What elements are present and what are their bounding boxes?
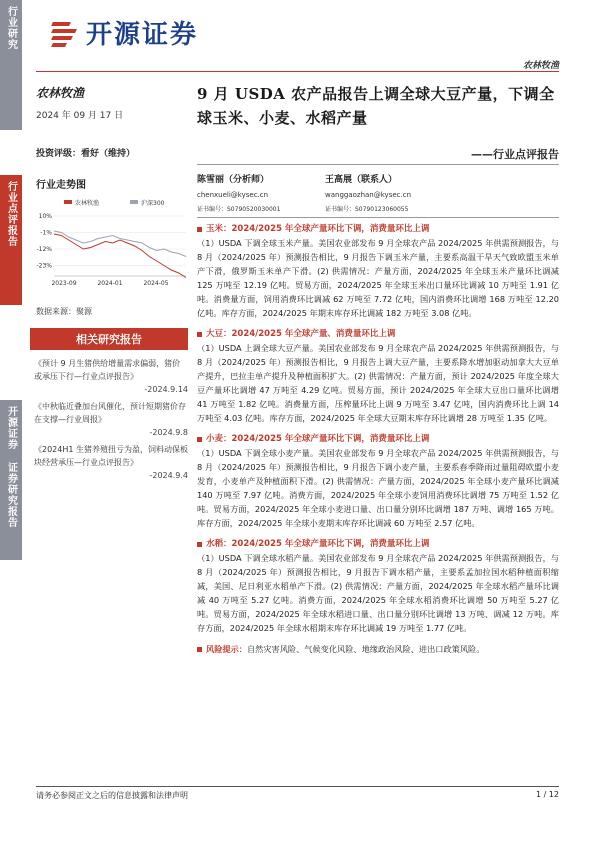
legend-swatch — [64, 200, 72, 204]
analyst-divider — [197, 217, 559, 218]
section-heading: 水稻：2024/2025 年全球产量环比下调，消费量环比上调 — [197, 537, 559, 551]
analyst-email[interactable]: wanggaozhan@kysec.cn — [325, 191, 412, 199]
x-tick-label: 2023-09 — [51, 280, 77, 287]
footer — [36, 790, 559, 801]
section-wheat — [197, 432, 559, 530]
legend-swatch — [130, 200, 138, 204]
section-text: （1）USDA 上调全球大豆产量。美国农业部发布 9 月全球农产品 2024/2025 年供需预测报告，与 8 月（2024/2025 年）预测报告相比，9 月报告上调大豆产量，主要系降水增加驱动加拿大大豆单产提升，巴拉圭单产提升及种植面积扩大。(2) 供需情况：产量方面，预计 2024/2025 年度全球大豆产量环比调增 47 万吨至 4.29 亿吨。贸易方面，预计 2024/2025 年全球大豆出口量环比调增 41 万吨至 1.82 亿吨。消费量方面，压榨量环比上调 9 万吨至 3.47 亿吨，国内消费环比上调 14 万吨至 4.03 亿吨。库存方面，2024/2025 年全球大豆期末库存环比调增 28 万吨至 1.35 亿吨。 — [197, 343, 559, 423]
section-soybean — [197, 327, 559, 425]
analyst-cert: 证书编号：S0790520030001 — [197, 206, 281, 213]
risk-text: 自然灾害风险、气候变化风险、地缘政治风险、进出口政策风险。 — [246, 644, 485, 654]
risk-warning — [197, 642, 559, 656]
analyst-email[interactable]: chenxueli@kysec.cn — [197, 191, 269, 199]
related-report[interactable]: 《中秋临近叠加台风催化，预计短期猪价存在支撑—行业周报》 -2024.9.8 — [34, 402, 188, 437]
investment-rating: 投资评级：看好（维持） — [36, 149, 136, 159]
legend-label: 农林牧渔 — [75, 200, 100, 207]
brand-logo — [52, 14, 198, 51]
industry-name: 农林牧渔 — [36, 86, 85, 100]
risk-label: 风险提示： — [197, 644, 247, 654]
strip-brand: 开源证券 证券研究报告 — [0, 400, 22, 560]
related-report[interactable]: 《预计 9 月生猪供给增量需求偏弱，猪价或承压下行—行业点评报告》 -2024.9.14 — [34, 359, 188, 394]
strip-report-type: 行业点评报告 — [0, 175, 22, 305]
header-industry-tag: 农林牧渔 — [522, 61, 559, 71]
y-tick-label: -12% — [36, 246, 52, 253]
footer-disclaimer: 请务必参阅正文之后的信息披露和法律声明 — [36, 791, 188, 800]
report-body — [197, 222, 559, 656]
strip-research: 行业研究 — [0, 0, 22, 130]
y-tick-label: -23% — [36, 262, 52, 270]
trend-chart-svg — [30, 196, 190, 296]
legend-label: 沪深300 — [141, 200, 165, 207]
series-line — [54, 231, 186, 257]
x-tick-label: 2024-01 — [97, 280, 123, 287]
analyst-name: 王高展（联系人） — [325, 175, 398, 185]
section-rice — [197, 537, 559, 635]
analyst-name: 陈雪丽（分析师） — [197, 175, 270, 185]
section-heading: 大豆：2024/2025 年全球产量、消费量环比上调 — [197, 327, 559, 341]
section-heading: 小麦：2024/2025 年全球产量环比下调，消费量环比上调 — [197, 432, 559, 446]
title-divider — [197, 164, 559, 165]
related-report[interactable]: 《2024H1 生猪养殖扭亏为盈，饲料动保板块经营承压—行业点评报告》 -2024.9.4 — [34, 445, 189, 480]
section-text: （1）USDA 下调全球水稻产量。美国农业部发布 9 月全球农产品 2024/2025 年供需预测报告，与 8 月（2024/2025 年）预测报告相比，9 月报告下调水稻产量，主要系孟加拉国水稻种植面积缩减，美国、尼日利亚水稻单产下滑。(2) 供需情况：产量方面，2024/2025 年全球水稻产量环比调减 40 万吨至 5.27 亿吨。消费方面，2024/2025 年全球水稻消费环比调增 50 万吨至 5.27 亿吨。贸易方面，2024/2025 年全球水稻进口量、出口量分别环比调增 13 万吨、调减 12 万吨。库存方面，2024/2025 年全球水稻期末库存环比调减 19 万吨至 1.77 亿吨。 — [197, 553, 559, 633]
series-line — [54, 234, 186, 278]
y-tick-label: -1% — [40, 229, 52, 237]
analyst-card — [325, 172, 411, 213]
logo-mark-icon — [52, 18, 80, 48]
report-subtype: ——行业点评报告 — [471, 148, 559, 161]
section-text: （1）USDA 下调全球玉米产量。美国农业部发布 9 月全球农产品 2024/2025 年供需预测报告，与 8 月（2024/2025 年）预测报告相比，9 月报告下调玉米产量，主要系高温干旱天气致欧盟玉米单产下滑，俄罗斯玉米单产下滑。(2) 供需情况：产量方面，2024/2025 年全球玉米产量环比调减 125 万吨至 12.19 亿吨。贸易方面，2024/2025 年全球玉米出口量环比调减 10 万吨至 1.91 亿吨。消费量方面，饲用消费环比调减 62 万吨至 7.72 亿吨，国内消费环比调增 168 万吨至 12.20 亿吨。库存方面，2024/2025 年期末库存环比调减 182 万吨至 3.08 亿吨。 — [197, 238, 559, 318]
section-text: （1）USDA 下调全球小麦产量。美国农业部发布 9 月全球农产品 2024/2025 年供需预测报告，与 8 月（2024/2025 年）预测报告相比，9 月报告下调小麦产量，主要系春季降雨过量阻碍欧盟小麦发育，小麦单产及种植面积下滑。(2) 供需情况：产量方面，2024/2025 年全球小麦产量环比调减 140 万吨至 7.97 亿吨。消费方面，2024/2025 年全球小麦饲用消费环比调增 75 万吨至 1.52 亿吨。贸易方面，2024/2025 年全球小麦进口量、出口量分别环比调增 187 万吨、调增 165 万吨。库存方面，2024/2025 年全球小麦期末库存环比调减 60 万吨至 2.57 亿吨。 — [197, 448, 559, 528]
footer-divider — [36, 786, 559, 787]
side-strip — [0, 0, 22, 841]
y-tick-label: 10% — [38, 213, 52, 220]
brand-name: 开源证券 — [86, 20, 199, 50]
section-corn — [197, 222, 559, 320]
section-heading: 玉米：2024/2025 年全球产量环比下调，消费量环比上调 — [197, 222, 559, 236]
related-reports-list — [34, 357, 188, 486]
page-number: 1 / 12 — [535, 790, 559, 799]
report-date: 2024 年 09 月 17 日 — [36, 111, 124, 121]
chart-source: 数据来源：聚源 — [36, 307, 92, 316]
header-divider — [36, 71, 559, 72]
report-title: 9 月 USDA 农产品报告上调全球大豆产量，下调全球玉米、小麦、水稻产量 — [197, 85, 555, 127]
related-reports-header: 相关研究报告 — [30, 328, 188, 350]
trend-chart-title: 行业走势图 — [36, 180, 86, 191]
analyst-cert: 证书编号：S0790123060055 — [325, 206, 409, 213]
x-tick-label: 2024-05 — [143, 280, 169, 287]
trend-chart — [30, 196, 190, 296]
analyst-card — [197, 172, 280, 213]
